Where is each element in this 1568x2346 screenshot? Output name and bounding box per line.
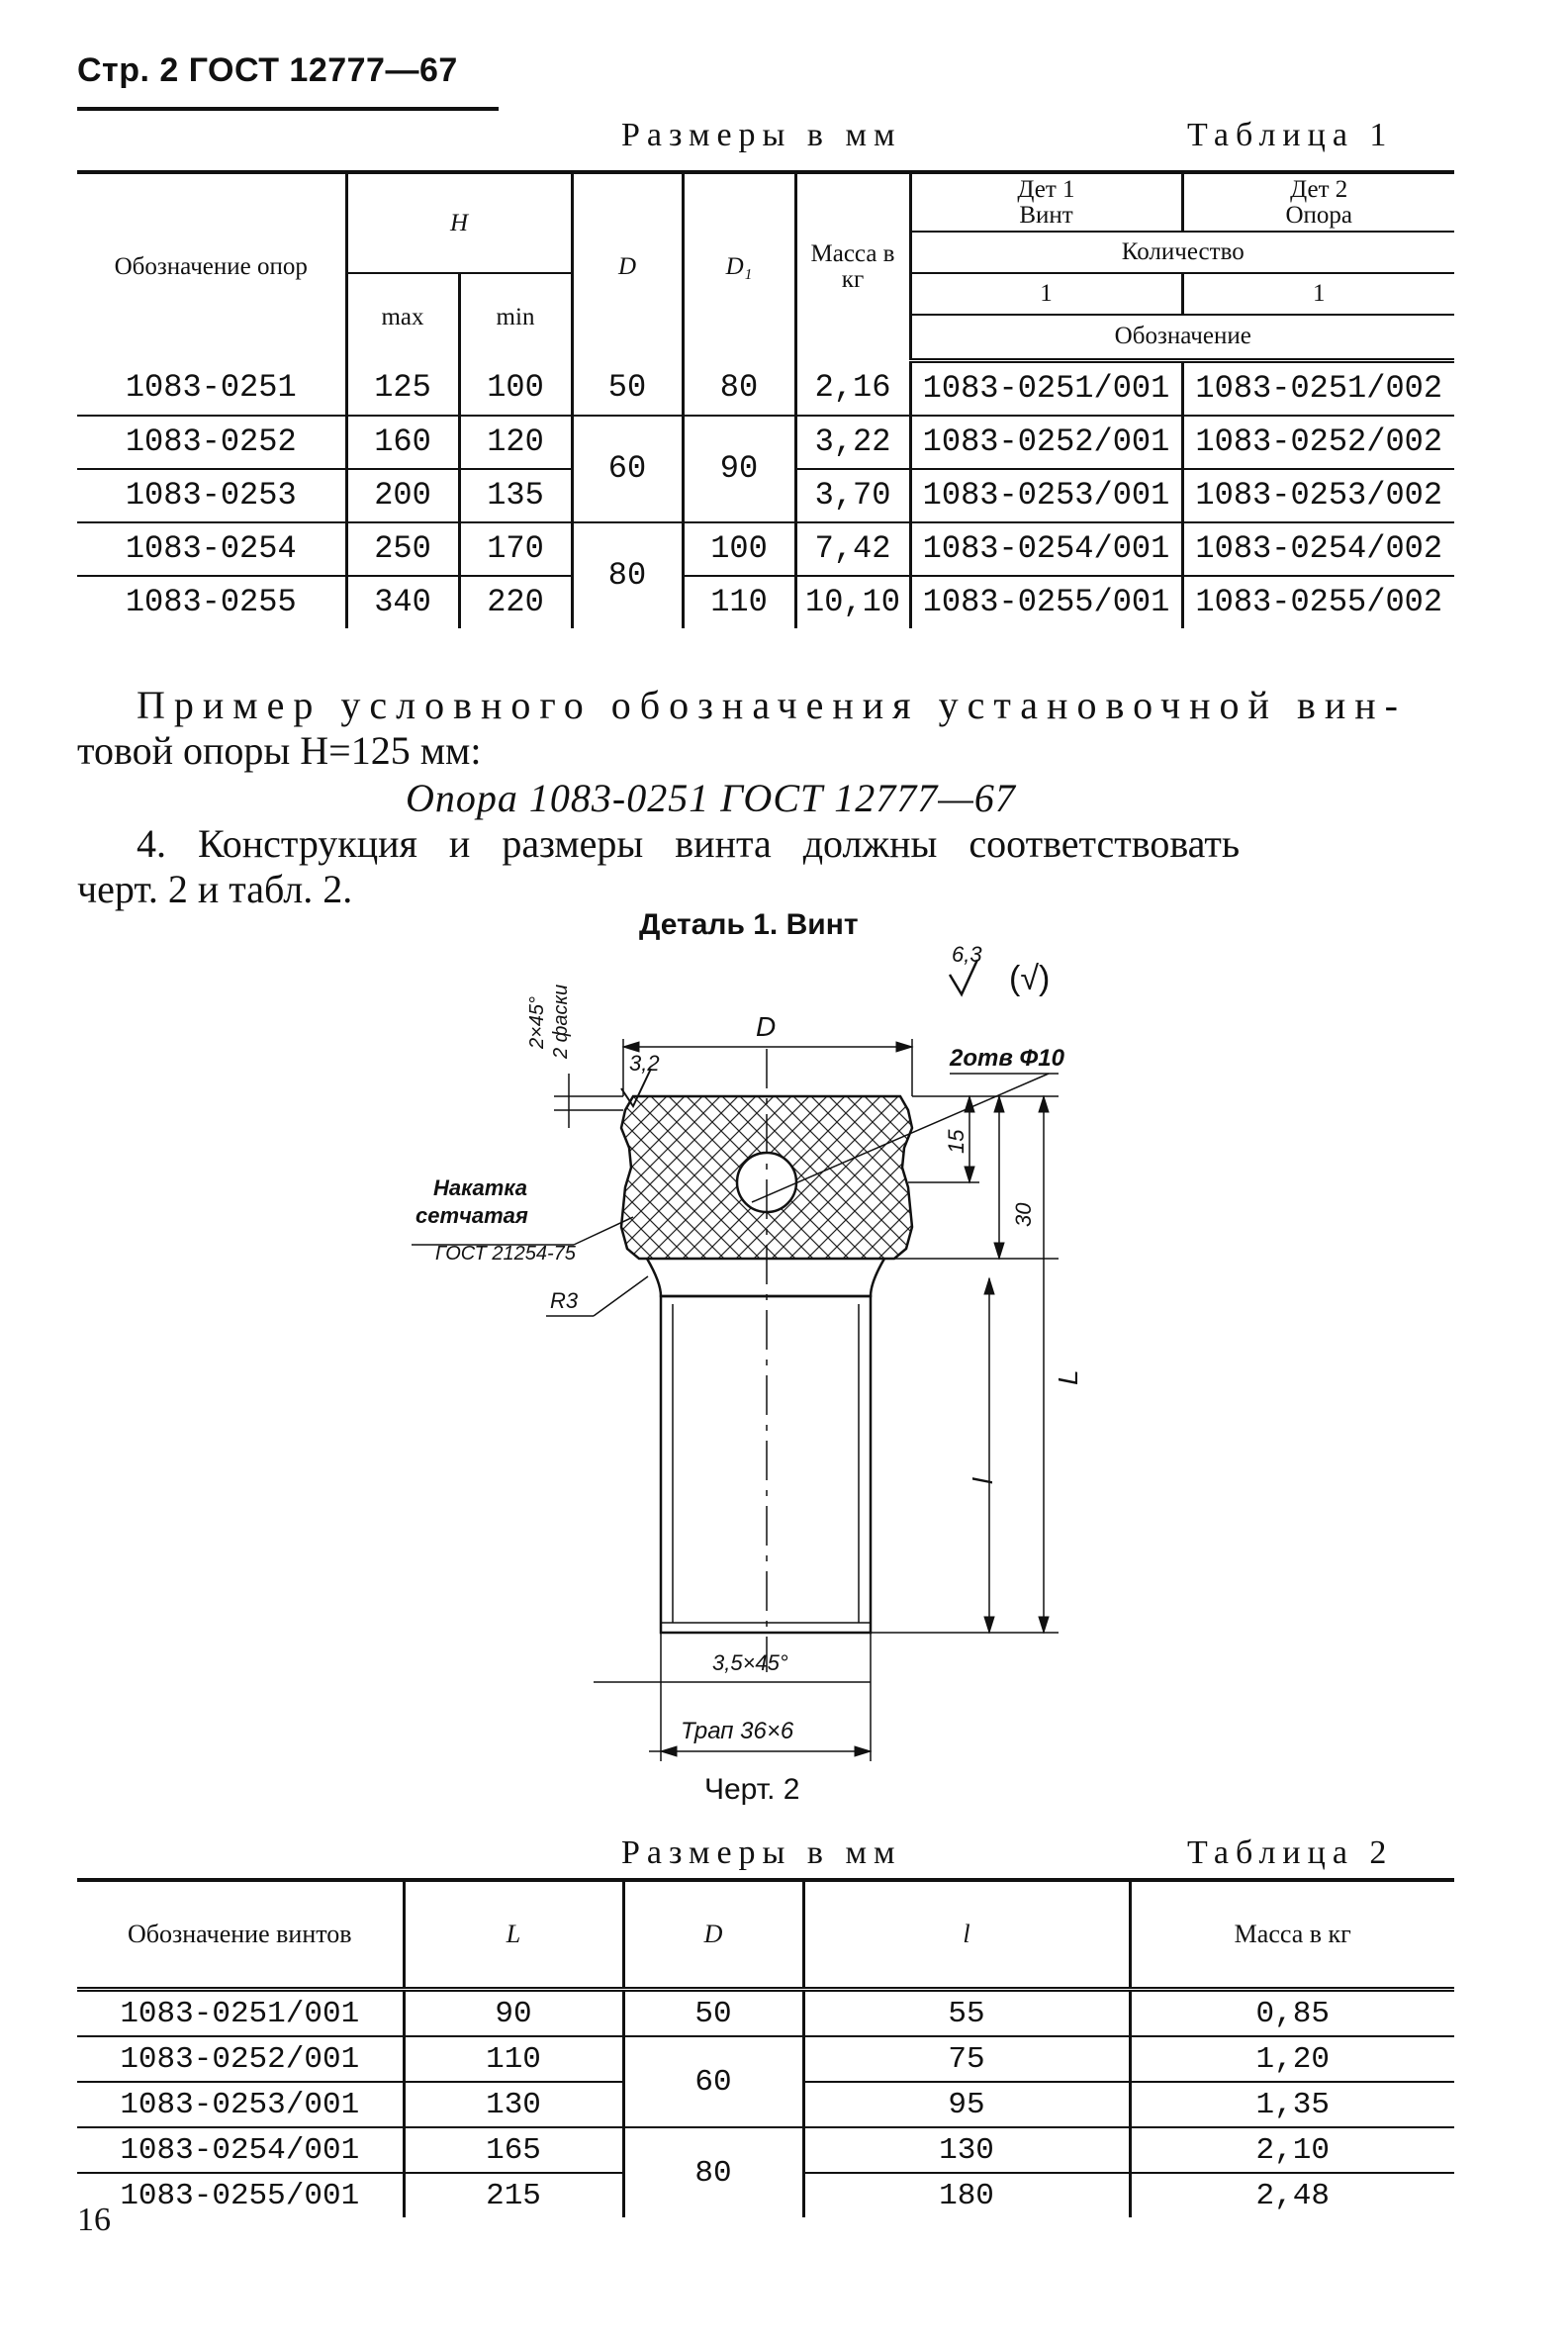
cell-mass: 1,20 xyxy=(1130,2036,1454,2082)
designation-example: Опора 1083-0251 ГОСТ 12777—67 xyxy=(406,776,1016,820)
roughness-local-label: 3,2 xyxy=(629,1051,660,1076)
figure-title: Деталь 1. Винт xyxy=(639,908,859,941)
table1-units-caption: Размеры в мм xyxy=(621,117,902,153)
cell-l: 180 xyxy=(803,2173,1130,2217)
th-H-max: max xyxy=(346,273,459,360)
screw-shank xyxy=(661,1296,871,1633)
cell-hmin: 220 xyxy=(459,576,572,628)
th-part2-label: Дет 2 xyxy=(1290,175,1348,203)
radius-label: R3 xyxy=(550,1288,579,1313)
th-qty1: 1 xyxy=(910,273,1182,315)
cell-D: 80 xyxy=(623,2127,803,2217)
th-D1: D₁ xyxy=(683,172,795,360)
dim-l-label: l xyxy=(968,1477,998,1484)
cell-L: 110 xyxy=(404,2036,623,2082)
cell-part1: 1083-0255/001 xyxy=(910,576,1182,628)
th-H-min: min xyxy=(459,273,572,360)
cell-D: 50 xyxy=(623,1990,803,2037)
table2-caption: Таблица 2 xyxy=(1187,1834,1394,1871)
cell-des: 1083-0251/001 xyxy=(77,1990,404,2037)
dim-L-label: L xyxy=(1053,1369,1083,1385)
cell-L: 215 xyxy=(404,2173,623,2217)
dim-D-label: D xyxy=(756,1011,777,1042)
cell-part2: 1083-0253/002 xyxy=(1182,469,1454,522)
cell-d1: 110 xyxy=(683,576,795,628)
cell-part2: 1083-0254/002 xyxy=(1182,522,1454,576)
cell-hmin: 100 xyxy=(459,360,572,416)
cell-L: 165 xyxy=(404,2127,623,2173)
table-row xyxy=(77,2127,1454,2173)
page-header: Стр. 2 ГОСТ 12777—67 xyxy=(77,51,458,89)
cell-mass: 2,48 xyxy=(1130,2173,1454,2217)
th-part2-name: Опора xyxy=(1285,201,1353,229)
cell-des: 1083-0253 xyxy=(77,469,346,522)
cell-D: 60 xyxy=(623,2036,803,2127)
cell-des: 1083-0254 xyxy=(77,522,346,576)
th-l: l xyxy=(803,1880,1130,1990)
th-qty2: 1 xyxy=(1182,273,1454,315)
cell-hmin: 120 xyxy=(459,416,572,469)
cell-hmin: 135 xyxy=(459,469,572,522)
clause-text-line1: 4. Конструкция и размеры винта должны соответствовать xyxy=(137,821,1241,866)
cell-d1: 100 xyxy=(683,522,795,576)
th-screw-designation: Обозначение винтов xyxy=(77,1880,404,1990)
cell-mass: 1,35 xyxy=(1130,2082,1454,2127)
table2-units-caption: Размеры в мм xyxy=(621,1834,902,1871)
th-designation: Обозначение опор xyxy=(77,172,346,360)
table-2 xyxy=(77,1878,1454,2217)
cell-part1: 1083-0254/001 xyxy=(910,522,1182,576)
th-L: L xyxy=(404,1880,623,1990)
knurl-label-2: сетчатая xyxy=(415,1203,528,1228)
dim-30-label: 30 xyxy=(1011,1202,1036,1227)
th-D: D xyxy=(623,1880,803,1990)
cell-mass: 0,85 xyxy=(1130,1990,1454,2037)
cell-part1: 1083-0253/001 xyxy=(910,469,1182,522)
th-H: H xyxy=(346,172,572,273)
knurl-label-3: ГОСТ 21254-75 xyxy=(435,1243,576,1265)
cell-des: 1083-0255 xyxy=(125,584,297,620)
cell-des: 1083-0251 xyxy=(77,360,346,416)
th-D: D xyxy=(572,172,683,360)
cell-l: 95 xyxy=(803,2082,1130,2127)
cell-des: 1083-0252/001 xyxy=(77,2036,404,2082)
cell-mass: 7,42 xyxy=(795,522,910,576)
cell-L: 130 xyxy=(404,2082,623,2127)
cell-hmax: 160 xyxy=(346,416,459,469)
th-part1-name: Винт xyxy=(1019,201,1073,229)
cell-hmax: 125 xyxy=(346,360,459,416)
example-text-line2: товой опоры H=125 мм: xyxy=(77,728,482,773)
cell-des: 1083-0254/001 xyxy=(77,2127,404,2173)
cell-mass: 3,22 xyxy=(795,416,910,469)
th-part1-label: Дет 1 xyxy=(1017,175,1075,203)
th-mass: Масса в кг xyxy=(1130,1880,1454,1990)
cell-part2: 1083-0255/002 xyxy=(1182,576,1454,628)
clause-text-line2: черт. 2 и табл. 2. xyxy=(77,867,353,911)
cell-des: 1083-0252 xyxy=(77,416,346,469)
cell-part2: 1083-0251/002 xyxy=(1182,360,1454,416)
holes-label: 2отв Ф10 xyxy=(950,1045,1064,1072)
cell-part2: 1083-0252/002 xyxy=(1182,416,1454,469)
cell-d1: 80 xyxy=(683,360,795,416)
cell-d: 60 xyxy=(572,416,683,522)
cell-mass: 2,10 xyxy=(1130,2127,1454,2173)
thread-label: Трап 36×6 xyxy=(681,1718,794,1744)
table-row xyxy=(77,1990,1454,2037)
th-quantity: Количество xyxy=(910,232,1454,273)
cell-d: 50 xyxy=(572,360,683,416)
th-designation2: Обозначение xyxy=(910,315,1454,360)
chamfer-top-note: 2 фаски xyxy=(550,984,572,1059)
figure-caption: Черт. 2 xyxy=(704,1773,800,1806)
cell-mass: 10,10 xyxy=(795,576,910,628)
knurl-label-1: Накатка xyxy=(433,1175,527,1200)
cell-mass: 3,70 xyxy=(795,469,910,522)
table1-caption: Таблица 1 xyxy=(1187,117,1394,153)
example-text-line1: Пример условного обозначения установочной вин- xyxy=(137,683,1407,727)
page-number: 16 xyxy=(77,2202,111,2238)
cell-mass: 2,16 xyxy=(795,360,910,416)
cell-part1: 1083-0251/001 xyxy=(910,360,1182,416)
roughness-suffix: (√) xyxy=(1009,960,1051,997)
roughness-main-label: 6,3 xyxy=(952,942,982,967)
cell-des: 1083-0255/001 xyxy=(120,2178,360,2213)
cell-part1: 1083-0252/001 xyxy=(910,416,1182,469)
cell-l: 75 xyxy=(803,2036,1130,2082)
cell-hmin: 170 xyxy=(459,522,572,576)
cell-hmax: 200 xyxy=(346,469,459,522)
table-row xyxy=(77,2036,1454,2082)
cell-l: 55 xyxy=(803,1990,1130,2037)
cell-l: 130 xyxy=(803,2127,1130,2173)
cell-d: 80 xyxy=(572,522,683,628)
cell-hmax: 250 xyxy=(346,522,459,576)
cell-d1: 90 xyxy=(683,416,795,522)
dim-15-label: 15 xyxy=(944,1129,968,1154)
cell-L: 90 xyxy=(404,1990,623,2037)
chamfer-bottom-label: 3,5×45° xyxy=(712,1650,788,1675)
screw-neck xyxy=(647,1259,884,1296)
chamfer-top-label: 2×45° xyxy=(526,995,548,1049)
cell-hmax: 340 xyxy=(346,576,459,628)
th-mass: Масса в кг xyxy=(795,172,910,360)
cell-des: 1083-0253/001 xyxy=(77,2082,404,2127)
